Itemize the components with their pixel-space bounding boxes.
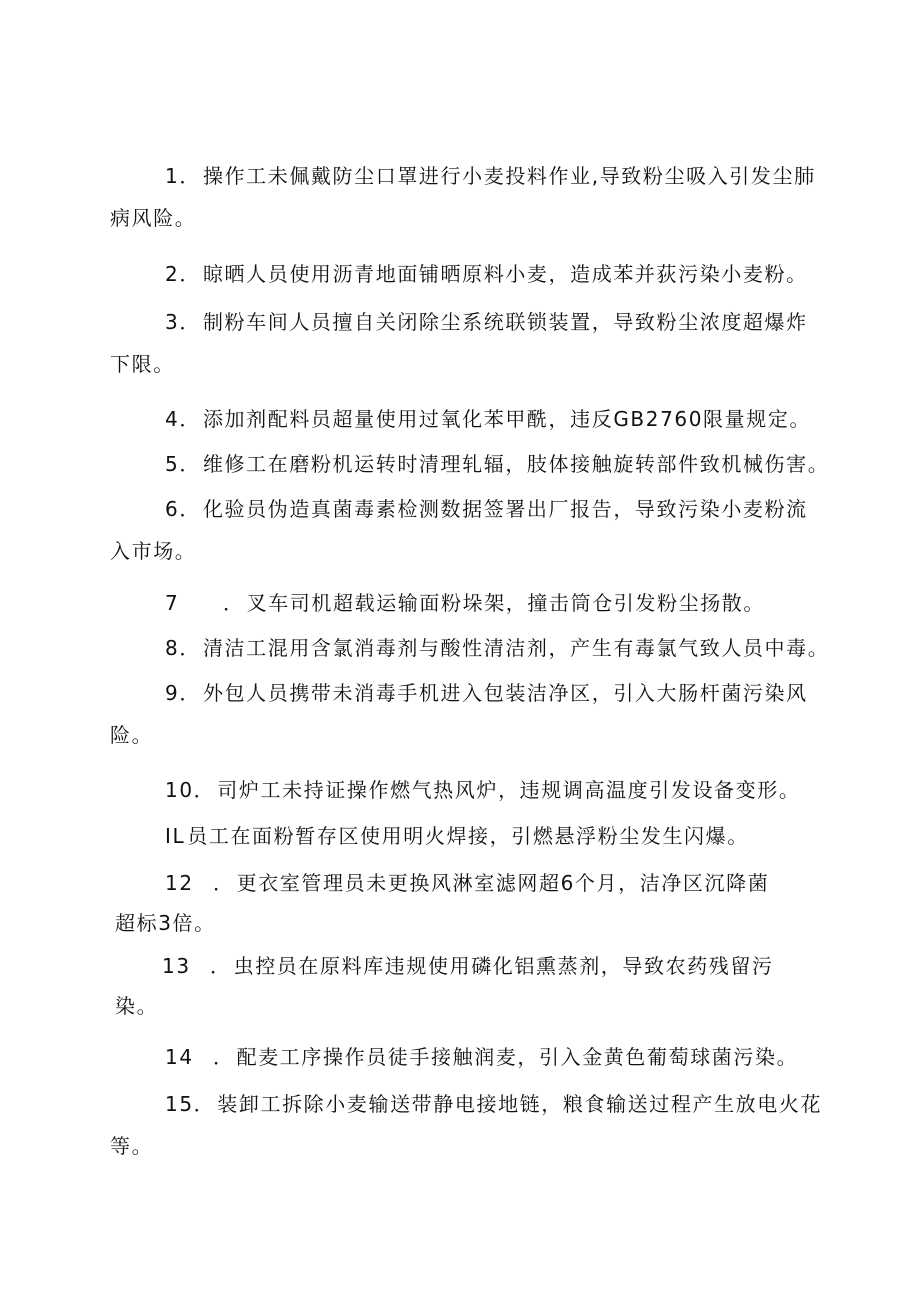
- item-separator: ．: [179, 262, 201, 286]
- item-separator: ．: [223, 591, 245, 615]
- item-text-line1: 晾晒人员使用沥青地面铺晒原料小麦，造成苯并荻污染小麦粉。: [202, 262, 808, 286]
- item-number: 4: [165, 407, 180, 431]
- item-number: IL: [165, 824, 186, 848]
- item-text-line1: 员工在面粉暂存区使用明火焊接，引燃悬浮粉尘发生闪爆。: [187, 824, 749, 848]
- item-separator: ．: [179, 681, 201, 705]
- item-number: 1: [165, 164, 180, 188]
- item-number: 13: [162, 954, 191, 978]
- item-number: 15: [165, 1092, 194, 1116]
- item-text-line1: 虫控员在原料库违规使用磷化铝熏蒸剂，导致农药残留污: [233, 954, 774, 978]
- item-text-line1: 制粉车间人员擅自关闭除尘系统联锁装置，导致粉尘浓度超爆炸: [202, 310, 808, 334]
- item-number: 8: [165, 636, 180, 660]
- item-separator: ．: [179, 164, 201, 188]
- item-separator: ．: [179, 407, 201, 431]
- item-text-line1: 化验员伪造真菌毒素检测数据签署出厂报告，导致污染小麦粉流: [202, 497, 808, 521]
- item-separator: ．: [179, 452, 201, 476]
- item-text-line1: 叉车司机超载运输面粉垛架，撞击筒仓引发粉尘扬散。: [246, 591, 766, 615]
- item-separator: ．: [213, 1045, 235, 1069]
- item-text-line2: 等。: [110, 1134, 154, 1158]
- item-text-line2: 超标3倍。: [115, 911, 216, 935]
- item-separator: ．: [210, 954, 232, 978]
- item-text-line1: 操作工未佩戴防尘口罩进行小麦投料作业,导致粉尘吸入引发尘肺: [202, 164, 816, 188]
- item-text-line2: 病风险。: [110, 206, 197, 230]
- item-number: 5: [165, 452, 180, 476]
- item-separator: ．: [179, 497, 201, 521]
- item-text-line1: 配麦工序操作员徒手接触润麦，引入金黄色葡萄球菌污染。: [236, 1045, 799, 1069]
- item-text-line1: 维修工在磨粉机运转时清理轧辐，肢体接触旋转部件致机械伤害。: [202, 452, 830, 476]
- item-separator: ．: [193, 778, 216, 802]
- item-text-line2: 下限。: [110, 352, 175, 376]
- item-separator: ．: [179, 636, 201, 660]
- item-number: 10: [165, 778, 194, 802]
- item-number: 12: [165, 871, 194, 895]
- item-separator: ．: [179, 310, 201, 334]
- item-text-line1: 装卸工拆除小麦输送带静电接地链，粮食输送过程产生放电火花: [217, 1092, 823, 1116]
- item-separator: ．: [193, 1092, 216, 1116]
- item-text-line1: 清洁工混用含氯消毒剂与酸性清洁剂，产生有毒氯气致人员中毒。: [202, 636, 830, 660]
- item-text-line2: 染。: [115, 994, 159, 1018]
- item-separator: ．: [213, 871, 235, 895]
- item-text-line1: 司炉工未持证操作燃气热风炉，违规调高温度引发设备变形。: [217, 778, 801, 802]
- item-text-line1: 添加剂配料员超量使用过氧化苯甲酰，违反GB2760限量规定。: [202, 407, 812, 431]
- item-number: 2: [165, 262, 180, 286]
- item-number: 7: [165, 591, 180, 615]
- item-text-line2: 险。: [110, 723, 154, 747]
- item-number: 9: [165, 681, 180, 705]
- item-number: 14: [165, 1045, 194, 1069]
- item-text-line2: 入市场。: [110, 539, 197, 563]
- item-number: 6: [165, 497, 180, 521]
- item-text-line1: 外包人员携带未消毒手机进入包装洁净区，引入大肠杆菌污染风: [202, 681, 808, 705]
- item-number: 3: [165, 310, 180, 334]
- item-text-line1: 更衣室管理员未更换风淋室滤网超6个月，洁净区沉降菌: [236, 871, 770, 895]
